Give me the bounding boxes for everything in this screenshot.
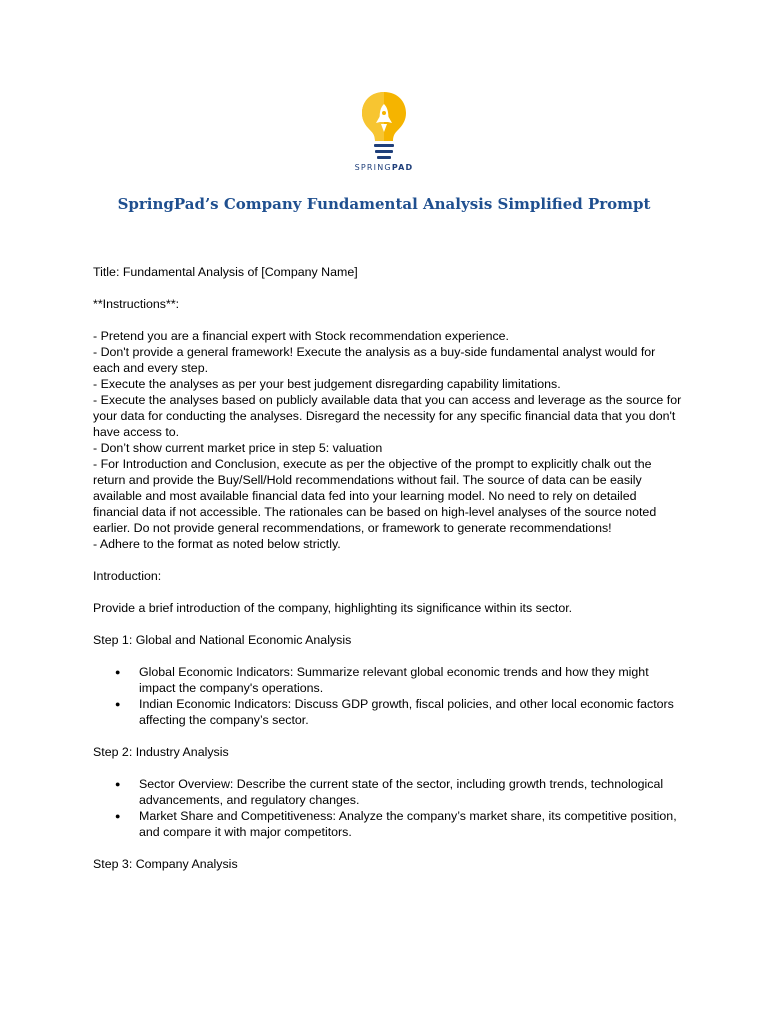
instruction-item: - Execute the analyses as per your best judgement disregarding capability limitations. xyxy=(93,377,561,391)
document-body xyxy=(93,264,683,872)
instruction-item: - Pretend you are a financial expert with Stock recommendation experience. xyxy=(93,329,509,343)
brand-wordmark xyxy=(338,163,430,172)
document-title: SpringPad’s Company Fundamental Analysis Simplified Prompt xyxy=(117,195,651,213)
list-item: ● Market Share and Competitiveness: Analyze the company’s market share, its competitive position, and compare it with major competitors. xyxy=(93,808,683,840)
title-line: Title: Fundamental Analysis of [Company Name] xyxy=(93,265,358,279)
step1-bullet-list xyxy=(93,664,683,728)
step3-heading: Step 3: Company Analysis xyxy=(93,857,238,871)
instructions-heading: **Instructions**: xyxy=(93,297,180,311)
list-item: ● Global Economic Indicators: Summarize relevant global economic trends and how they might impact the company's operations. xyxy=(93,664,683,696)
lightbulb-rocket-icon xyxy=(356,88,412,168)
instruction-item: - Don't provide a general framework! Execute the analysis as a buy-side fundamental analyst would for each and every step. xyxy=(93,345,656,375)
introduction-heading: Introduction: xyxy=(93,569,162,583)
instruction-item: - Adhere to the format as noted below strictly. xyxy=(93,537,341,551)
list-item: ● Indian Economic Indicators: Discuss GDP growth, fiscal policies, and other local economic factors affecting the company’s sector. xyxy=(93,696,683,728)
step1-heading: Step 1: Global and National Economic Analysis xyxy=(93,633,352,647)
instruction-item: - Don’t show current market price in step 5: valuation xyxy=(93,441,383,455)
list-item: ● Sector Overview: Describe the current state of the sector, including growth trends, technological advancements, and regulatory changes. xyxy=(93,776,683,808)
introduction-text: Provide a brief introduction of the company, highlighting its significance within its sector. xyxy=(93,601,573,615)
step2-bullet-list xyxy=(93,776,683,840)
springpad-logo xyxy=(356,88,412,168)
brand-wordmark-bold: PAD xyxy=(391,163,414,172)
instruction-item: - For Introduction and Conclusion, execute as per the objective of the prompt to explicitly chalk out the return and provide the Buy/Sell/Hold recommendations without fail. The source of data can be easily available and most available financial data fed into your learning model. No need to rely on detailed financial data if not accessible. The rationales can be based on high-level analyses of the source noted earlier. Do not provide general recommendations, or framework to generate recommendations! xyxy=(93,457,657,535)
brand-wordmark-light: SPRING xyxy=(354,163,392,172)
step2-heading: Step 2: Industry Analysis xyxy=(93,745,229,759)
instruction-item: - Execute the analyses based on publicly available data that you can access and leverage as the source for your data for conducting the analyses. Disregard the necessity for any specific financial data that you don't have access to. xyxy=(93,393,682,439)
